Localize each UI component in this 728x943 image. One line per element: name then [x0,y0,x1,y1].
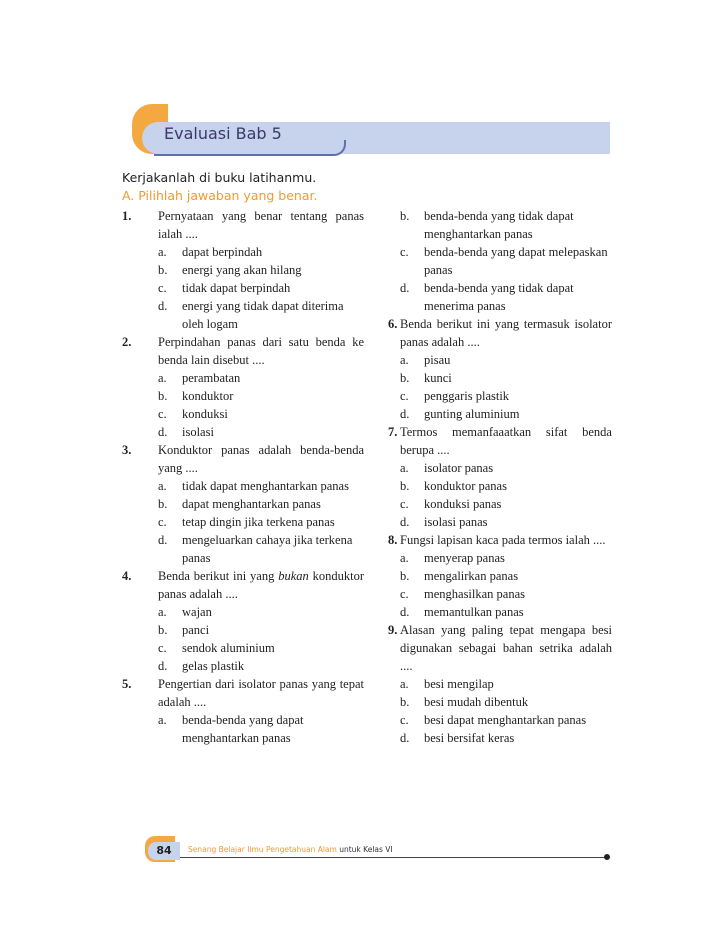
section-a-heading: A. Pilihlah jawaban yang benar. [122,188,318,203]
option-letter: a. [158,245,167,259]
option-letter: b. [158,263,168,277]
option-letter: d. [400,731,410,745]
stem-part: Benda berikut ini yang [158,569,279,583]
option-letter: d. [158,425,168,439]
option-letter: c. [400,587,409,601]
option-text: energi yang akan hilang [182,263,302,277]
option-text: mengeluarkan cahaya jika terkena panas [182,533,353,565]
option-c [400,585,612,603]
option-text: gunting aluminium [424,407,520,421]
option-text: dapat berpindah [182,245,263,259]
option-b [400,207,612,243]
option-a [400,675,612,693]
question-number: 6. [388,317,398,331]
left-column [122,207,364,747]
option-a [158,243,364,261]
question-1 [122,207,364,333]
option-letter: a. [158,371,167,385]
option-c [400,711,612,729]
option-b [158,495,364,513]
option-letter: b. [158,497,168,511]
option-letter: b. [400,569,410,583]
option-text: sendok aluminium [182,641,275,655]
option-b [158,621,364,639]
option-letter: b. [400,371,410,385]
option-letter: b. [400,479,410,493]
option-letter: a. [400,677,409,691]
question-number: 7. [388,425,398,439]
option-text: benda-benda yang dapat menghantarkan panas [182,713,304,745]
option-text: kunci [424,371,452,385]
footer-book-title [188,845,393,854]
option-text: tidak dapat berpindah [182,281,291,295]
option-d [400,405,612,423]
option-b [400,693,612,711]
option-letter: a. [158,479,167,493]
option-text: konduktor [182,389,234,403]
option-text: wajan [182,605,212,619]
option-letter: d. [400,407,410,421]
chapter-title: Evaluasi Bab 5 [164,124,282,143]
option-text: tidak dapat menghantarkan panas [182,479,349,493]
right-column [388,207,612,747]
question-stem: Termos memanfaaatkan sifat benda berupa .... [400,425,612,457]
option-c [400,387,612,405]
book-title: Senang Belajar Ilmu Pengetahuan Alam [188,845,337,854]
option-text: pisau [424,353,451,367]
footer-rule-end-dot [604,854,610,860]
option-d [400,603,612,621]
option-text: menyerap panas [424,551,505,565]
question-6 [388,315,612,423]
page-number: 84 [148,842,180,860]
question-stem: Konduktor panas adalah benda-benda yang .... [158,443,364,475]
option-text: benda-benda yang dapat melepaskan panas [424,245,608,277]
option-text: isolator panas [424,461,494,475]
option-letter: b. [400,695,410,709]
option-letter: d. [158,299,168,313]
option-letter: c. [400,245,409,259]
option-text: penggaris plastik [424,389,510,403]
option-text: mengalirkan panas [424,569,519,583]
option-c [400,243,612,279]
question-stem: Pengertian dari isolator panas yang tepat adalah .... [158,677,364,709]
option-text: perambatan [182,371,241,385]
option-letter: d. [400,515,410,529]
question-3 [122,441,364,567]
option-c [158,513,364,531]
option-a [400,549,612,567]
option-b [158,387,364,405]
option-a [158,477,364,495]
option-letter: c. [400,389,409,403]
option-text: energi yang tidak dapat diterima oleh logam [182,299,344,331]
question-stem: Benda berikut ini yang termasuk isolator panas adalah .... [400,317,612,349]
option-text: besi mudah dibentuk [424,695,529,709]
option-d [158,531,364,567]
option-letter: a. [400,353,409,367]
instruction-text: Kerjakanlah di buku latihanmu. [122,170,317,185]
option-text: besi bersifat keras [424,731,515,745]
option-letter: c. [158,281,167,295]
question-stem: Alasan yang paling tepat mengapa besi digunakan sebagai bahan setrika adalah .... [400,623,612,673]
option-text: besi dapat menghantarkan panas [424,713,587,727]
question-7 [388,423,612,531]
question-4 [122,567,364,675]
option-letter: a. [158,605,167,619]
option-text: benda-benda yang tidak dapat menghantarkan panas [424,209,574,241]
chapter-banner [132,104,610,158]
option-d [158,423,364,441]
question-number: 9. [388,623,398,637]
option-letter: b. [400,209,410,223]
option-d [400,513,612,531]
option-letter: b. [158,623,168,637]
option-text: menghasilkan panas [424,587,526,601]
option-a [400,459,612,477]
option-text: besi mengilap [424,677,494,691]
option-letter: a. [158,713,167,727]
option-a [158,603,364,621]
option-d [158,297,364,333]
option-letter: d. [400,281,410,295]
option-text: dapat menghantarkan panas [182,497,321,511]
option-letter: d. [158,533,168,547]
option-letter: b. [158,389,168,403]
question-9 [388,621,612,747]
option-letter: c. [158,515,167,529]
option-text: tetap dingin jika terkena panas [182,515,335,529]
option-c [400,495,612,513]
option-text: isolasi panas [424,515,488,529]
question-8 [388,531,612,621]
question-stem: Perpindahan panas dari satu benda ke benda lain disebut .... [158,335,364,367]
option-d [158,657,364,675]
option-text: gelas plastik [182,659,245,673]
option-a [400,351,612,369]
option-c [158,639,364,657]
option-letter: a. [400,551,409,565]
question-number: 4. [122,569,132,583]
option-text: konduksi [182,407,228,421]
option-text: konduktor panas [424,479,507,493]
question-stem [158,567,364,603]
book-suffix: untuk Kelas VI [336,845,393,854]
question-number: 2. [122,335,132,349]
question-stem: Pernyataan yang benar tentang panas ialah .... [158,209,364,241]
option-c [158,405,364,423]
option-b [158,261,364,279]
option-text: isolasi [182,425,214,439]
option-text: konduksi panas [424,497,502,511]
option-c [158,279,364,297]
option-a [158,369,364,387]
option-letter: c. [400,713,409,727]
stem-emphasis: bukan [278,569,309,583]
option-b [400,477,612,495]
question-2 [122,333,364,441]
option-letter: d. [158,659,168,673]
option-d [400,279,612,315]
option-text: panci [182,623,210,637]
option-letter: d. [400,605,410,619]
stem-part: konduktor panas adalah .... [158,569,364,601]
option-a [158,711,364,747]
option-letter: c. [400,497,409,511]
option-letter: c. [158,407,167,421]
question-number: 8. [388,533,398,547]
option-d [400,729,612,747]
question-number: 3. [122,443,132,457]
option-b [400,567,612,585]
option-text: benda-benda yang tidak dapat menerima panas [424,281,574,313]
question-number: 1. [122,209,132,223]
question-stem: Fungsi lapisan kaca pada termos ialah .... [400,533,606,547]
question-5 [122,675,364,747]
option-text: memantulkan panas [424,605,524,619]
option-b [400,369,612,387]
footer-rule [180,857,606,858]
option-letter: a. [400,461,409,475]
question-number: 5. [122,677,132,691]
option-letter: c. [158,641,167,655]
